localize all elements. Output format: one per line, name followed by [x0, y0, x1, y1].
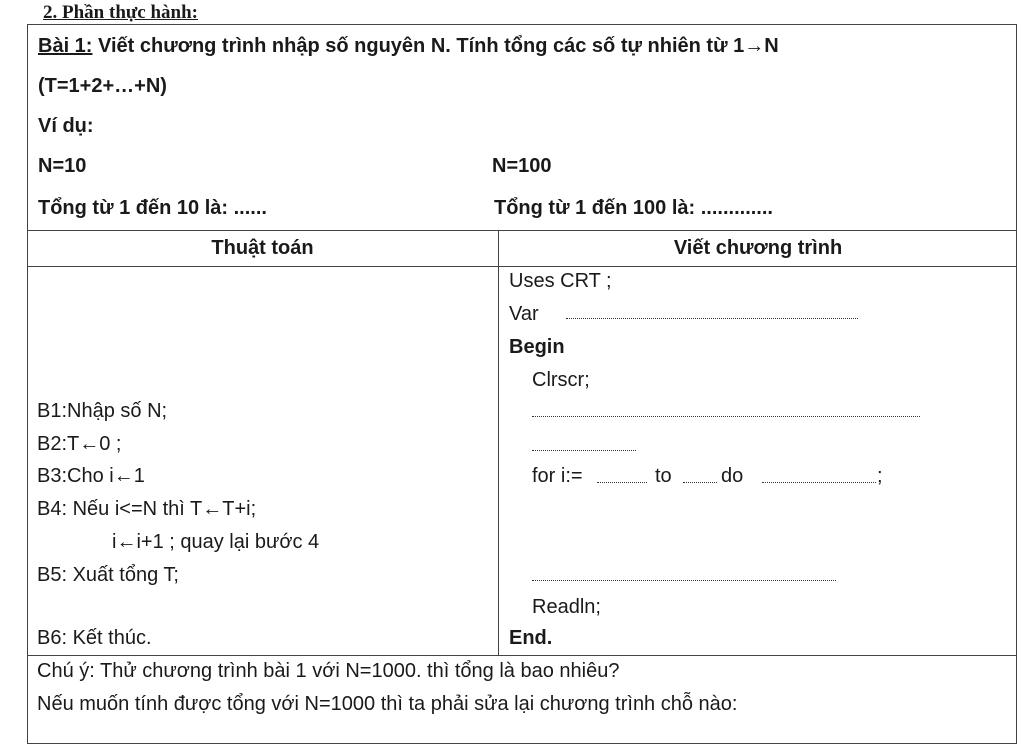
code-var: Var: [509, 303, 539, 325]
blank-for-body: [762, 482, 876, 483]
code-readln: Readln;: [532, 596, 601, 618]
problem-label: Bài 1:: [38, 35, 93, 57]
blank-for-end: [683, 482, 717, 483]
divider-header-top: [27, 230, 1017, 231]
problem-text: Viết chương trình nhập số nguyên N. Tính tổng các số tự nhiên từ 1→N: [92, 35, 779, 57]
algorithm-step-4-continued: i←i+1 ; quay lại bước 4: [112, 531, 320, 553]
divider-header-bottom: [27, 266, 1017, 267]
section-title: 2. Phần thực hành:: [43, 2, 198, 23]
blank-line-1: [532, 416, 920, 417]
algorithm-step-1: B1:Nhập số N;: [37, 400, 168, 422]
code-clrscr: Clrscr;: [532, 369, 590, 391]
column-divider: [498, 230, 499, 655]
example-right-n: N=100: [492, 155, 552, 177]
divider-table-bottom: [27, 655, 1017, 656]
problem-formula: (T=1+2+…+N): [38, 75, 167, 97]
problem-statement: [38, 34, 779, 58]
code-uses: Uses CRT ;: [509, 270, 612, 292]
note-1: Chú ý: Thử chương trình bài 1 với N=1000. thì tổng là bao nhiêu?: [37, 660, 620, 682]
blank-line-2: [532, 450, 636, 451]
blank-for-start: [597, 482, 647, 483]
code-begin: Begin: [509, 336, 565, 358]
algorithm-step-2: B2:T←0 ;: [37, 433, 122, 455]
code-for-semicolon: ;: [877, 465, 883, 487]
blank-var: [566, 318, 858, 319]
code-do: do: [721, 465, 744, 487]
code-for: for i:=: [532, 465, 583, 487]
example-left-n: N=10: [38, 155, 87, 177]
code-end: End.: [509, 627, 553, 649]
algorithm-step-5: B5: Xuất tổng T;: [37, 564, 179, 586]
example-right-sum: Tổng từ 1 đến 100 là: .............: [494, 197, 773, 219]
note-2: Nếu muốn tính được tổng với N=1000 thì ta phải sửa lại chương trình chỗ nào:: [37, 693, 738, 715]
code-to: to: [655, 465, 672, 487]
algorithm-step-3: B3:Cho i←1: [37, 465, 145, 487]
blank-output: [532, 580, 836, 581]
algorithm-step-6: B6: Kết thúc.: [37, 627, 152, 649]
header-algorithm: Thuật toán: [211, 237, 314, 259]
example-left-sum: Tổng từ 1 đến 10 là: ......: [38, 197, 267, 219]
header-program: Viết chương trình: [673, 237, 843, 259]
example-label: Ví dụ:: [38, 115, 94, 137]
algorithm-step-4: B4: Nếu i<=N thì T←T+i;: [37, 498, 257, 520]
